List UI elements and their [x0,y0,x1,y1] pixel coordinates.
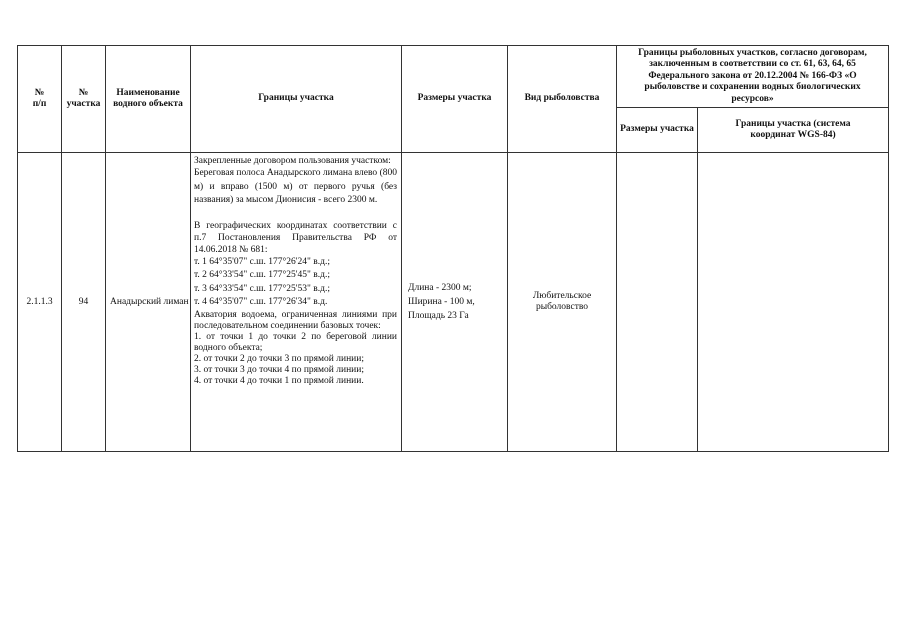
header-row-number: № п/п [18,46,62,153]
plot-number-cell: 94 [62,153,106,452]
header-plot-number: № участка [62,46,106,153]
table-row [18,153,889,452]
plot-area-text: Площадь 23 Га [408,311,469,321]
boundary-line-3: 3. от точки 3 до точки 4 по прямой линии; [194,364,364,375]
boundary-line-4: 4. от точки 4 до точки 1 по прямой линии. [194,375,364,386]
fishing-plots-table [17,45,889,452]
row-number-cell: 2.1.1.3 [18,153,62,452]
bounds-intro-text: Закрепленные договором пользования участком: [194,156,391,166]
header-row [18,46,889,108]
fishing-type-cell: Любительское рыболовство [508,153,617,452]
contract-boundaries-cell [698,153,889,452]
water-body-name-cell: Анадырский лиман [106,153,191,452]
coordinate-point-3: т. 3 64°33'54" с.ш. 177°25'53" в.д.; [194,283,330,294]
bounds-coordinates-intro-text: В географических координатах соответствии с п.7 Постановления Правительства РФ от 14.06.2018 № 681: [194,220,397,255]
plot-length-text: Длина - 2300 м; [408,283,472,293]
plot-width-text: Ширина - 100 м, [408,297,475,307]
subheader-plot-boundaries-wgs84: Границы участка (система координат WGS-84) [698,108,889,153]
header-fishing-type: Вид рыболовства [508,46,617,153]
coordinate-point-4: т. 4 64°35'07" с.ш. 177°26'34" в.д. [194,297,328,307]
header-plot-boundaries: Границы участка [191,46,402,153]
plot-sizes-cell [402,153,508,452]
subheader-plot-sizes: Размеры участка [617,108,698,153]
boundary-line-2: 2. от точки 2 до точки 3 по прямой линии; [194,353,364,364]
plot-boundaries-cell [191,153,402,452]
header-contract-boundaries-group: Границы рыболовных участков, согласно договорам, заключенным в соответствии со ст. 61, 63, 64, 65 Федерального закона от 20.12.2004 № 166-ФЗ «О рыболовстве и сохранении водных биологических ресурсов» [617,46,889,108]
coordinate-point-1: т. 1 64°35'07" с.ш. 177°26'24" в.д.; [194,256,330,267]
header-plot-sizes: Размеры участка [402,46,508,153]
boundary-line-1: 1. от точки 1 до точки 2 по береговой линии водного объекта; [194,331,397,353]
contract-sizes-cell [617,153,698,452]
header-water-body-name: Наименование водного объекта [106,46,191,153]
bounds-area-description-text: Акватория водоема, ограниченная линиями при последовательном соединении базовых точек: [194,309,397,331]
bounds-shoreline-text: Береговая полоса Анадырского лимана влево (800 м) и вправо (1500 м) от первого ручья (без названия) за мысом Дионисия - всего 2300 м. [194,168,397,205]
coordinate-point-2: т. 2 64°33'54" с.ш. 177°25'45" в.д.; [194,270,330,280]
